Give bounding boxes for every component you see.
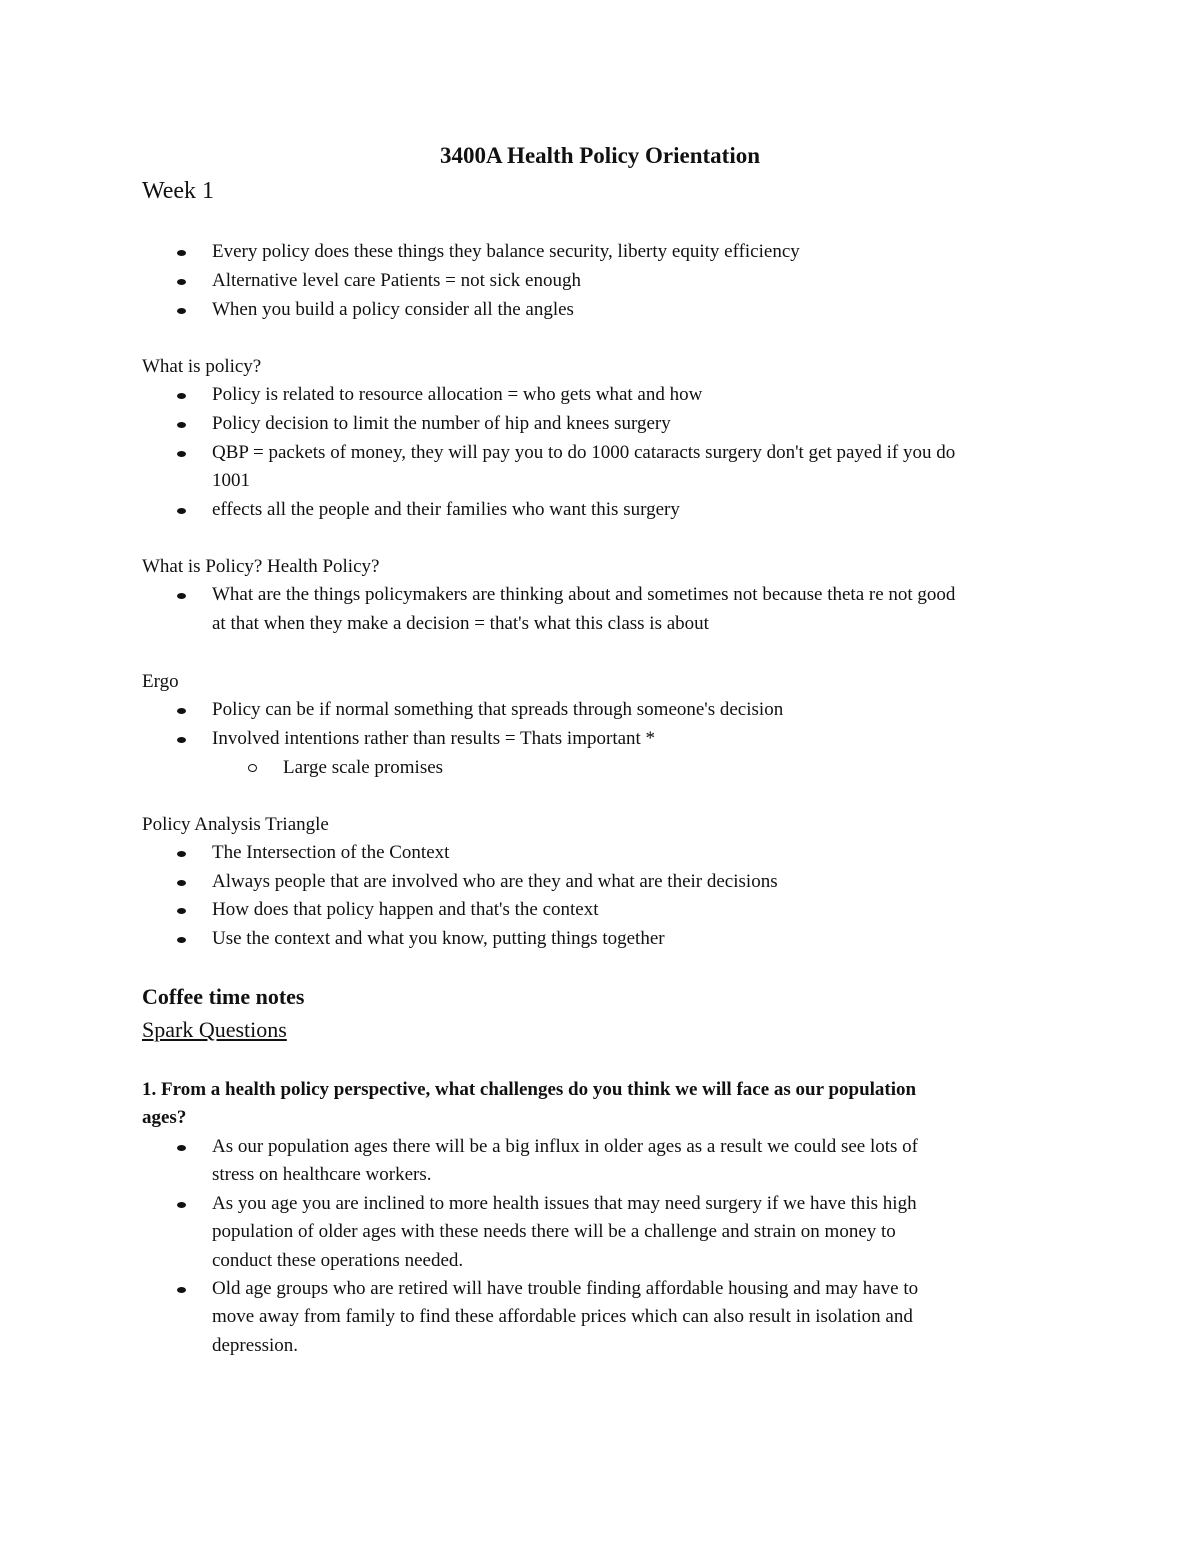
list-item-continuation: at that when they make a decision = that's what this class is about (212, 613, 709, 634)
coffee-time-heading: Coffee time notes (142, 984, 305, 1009)
list-item: Policy can be if normal something that spreads through someone's decision (212, 699, 784, 720)
bullet-dot-icon (177, 937, 186, 943)
list-item: Always people that are involved who are they and what are their decisions (212, 871, 778, 892)
list-item: QBP = packets of money, they will pay you to do 1000 cataracts surgery don't get payed if you do (212, 442, 956, 463)
bullet-ring-icon (248, 764, 257, 772)
answer-item: Old age groups who are retired will have trouble finding affordable housing and may have to (212, 1278, 919, 1299)
list-item: How does that policy happen and that's the context (212, 899, 599, 920)
section-heading-health-policy: What is Policy? Health Policy? (142, 556, 380, 577)
bullet-dot-icon (177, 737, 186, 743)
bullet-dot-icon (177, 508, 186, 514)
list-item: Policy is related to resource allocation = who gets what and how (212, 384, 703, 405)
spark-questions-subheading: Spark Questions (142, 1017, 287, 1042)
list-item: Policy decision to limit the number of hip and knees surgery (212, 413, 671, 434)
list-item: Alternative level care Patients = not sick enough (212, 270, 581, 291)
question-line: 1. From a health policy perspective, what challenges do you think we will face as our population (142, 1079, 917, 1100)
bullet-dot-icon (177, 708, 186, 714)
bullet-dot-icon (177, 1145, 186, 1151)
list-item: The Intersection of the Context (212, 842, 450, 863)
bullet-dot-icon (177, 250, 186, 256)
bullet-dot-icon (177, 308, 186, 314)
bullet-dot-icon (177, 451, 186, 457)
answer-item-continuation: move away from family to find these affordable prices which can also result in isolation and (212, 1306, 913, 1327)
bullet-dot-icon (177, 1202, 186, 1208)
answer-item: As you age you are inclined to more health issues that may need surgery if we have this high (212, 1193, 917, 1214)
list-item: When you build a policy consider all the angles (212, 299, 574, 320)
section-heading-ergo: Ergo (142, 671, 179, 692)
bullet-dot-icon (177, 393, 186, 399)
sub-list-item: Large scale promises (283, 757, 444, 778)
bullet-dot-icon (177, 279, 186, 285)
answer-item-continuation: stress on healthcare workers. (212, 1164, 432, 1185)
answer-item-continuation: population of older ages with these needs there will be a challenge and strain on money to (212, 1221, 896, 1242)
bullet-dot-icon (177, 422, 186, 428)
list-item: Involved intentions rather than results = Thats important * (212, 728, 656, 749)
bullet-dot-icon (177, 593, 186, 599)
section-heading-what-is-policy: What is policy? (142, 356, 262, 377)
list-item: effects all the people and their families who want this surgery (212, 499, 680, 520)
week-heading: Week 1 (142, 178, 215, 204)
answer-item-continuation: conduct these operations needed. (212, 1250, 464, 1271)
section-heading-policy-analysis-triangle: Policy Analysis Triangle (142, 814, 329, 835)
document-title: 3400A Health Policy Orientation (439, 143, 761, 168)
bullet-dot-icon (177, 908, 186, 914)
answer-item-continuation: depression. (212, 1335, 299, 1356)
question-line: ages? (142, 1107, 187, 1128)
list-item: What are the things policymakers are thinking about and sometimes not because theta re not good (212, 584, 956, 605)
bullet-dot-icon (177, 1287, 186, 1293)
list-item: Use the context and what you know, putting things together (212, 928, 665, 949)
bullet-dot-icon (177, 851, 186, 857)
bullet-dot-icon (177, 880, 186, 886)
list-item-continuation: 1001 (212, 470, 250, 491)
answer-item: As our population ages there will be a big influx in older ages as a result we could see lots of (212, 1136, 918, 1157)
list-item: Every policy does these things they balance security, liberty equity efficiency (212, 241, 800, 262)
